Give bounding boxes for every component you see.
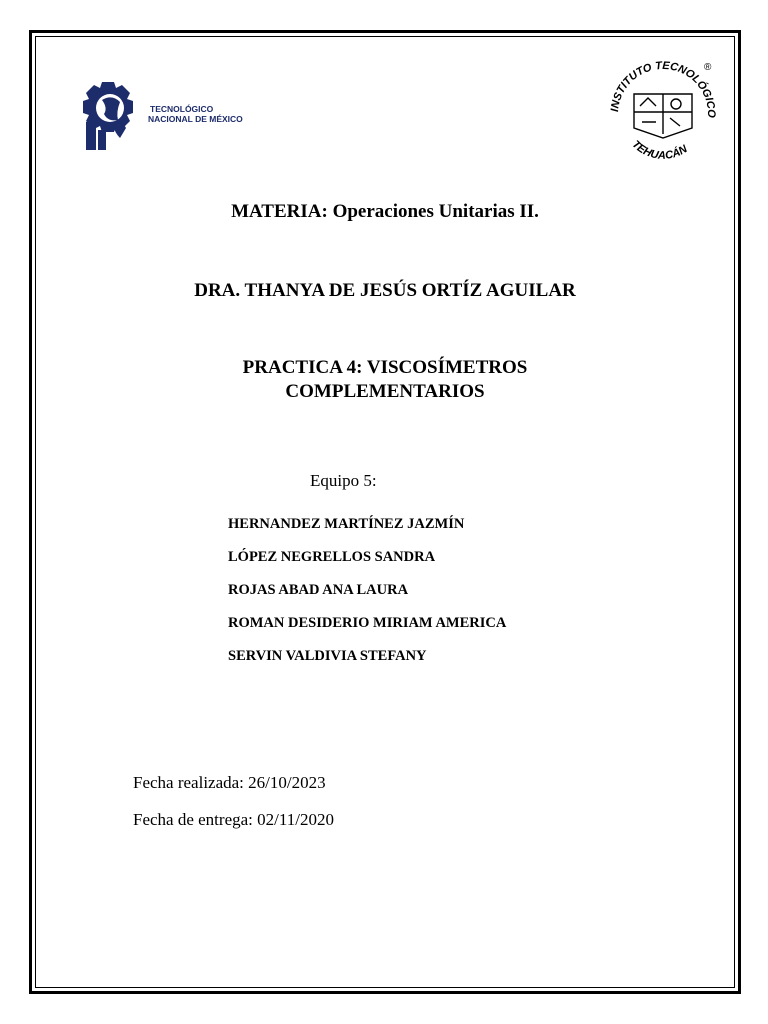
practice-title bbox=[60, 356, 710, 404]
practice-title-line1: PRACTICA 4: VISCOSÍMETROS bbox=[242, 357, 528, 378]
institute-seal-icon bbox=[604, 54, 722, 170]
team-label: Equipo 5: bbox=[310, 471, 377, 490]
subject-title: MATERIA: Operaciones Unitarias II. bbox=[231, 201, 539, 222]
team-member: SERVIN VALDIVIA STEFANY bbox=[228, 648, 427, 664]
registered-mark: ® bbox=[704, 62, 712, 73]
logo-text-line1: TECNOLÓGICO bbox=[150, 104, 214, 114]
date-performed: Fecha realizada: 26/10/2023 bbox=[133, 773, 326, 792]
team-member: ROJAS ABAD ANA LAURA bbox=[228, 582, 409, 598]
team-members-list bbox=[228, 514, 506, 679]
practice-title-line2: COMPLEMENTARIOS bbox=[285, 381, 485, 402]
page-border-inner bbox=[35, 36, 735, 988]
tecnm-logo-text bbox=[148, 104, 244, 124]
seal-text-top: INSTITUTO TECNOLÓGICO bbox=[609, 59, 718, 118]
seal-text-bottom: TEHUACÁN bbox=[629, 138, 690, 162]
team-member: HERNANDEZ MARTÍNEZ JAZMÍN bbox=[228, 516, 465, 532]
professor-name: DRA. THANYA DE JESÚS ORTÍZ AGUILAR bbox=[194, 280, 576, 301]
team-member: LÓPEZ NEGRELLOS SANDRA bbox=[228, 549, 436, 565]
logo-text-line2: NACIONAL DE MÉXICO bbox=[148, 114, 243, 124]
team-member: ROMAN DESIDERIO MIRIAM AMERICA bbox=[228, 615, 507, 631]
date-delivery: Fecha de entrega: 02/11/2020 bbox=[133, 810, 334, 829]
